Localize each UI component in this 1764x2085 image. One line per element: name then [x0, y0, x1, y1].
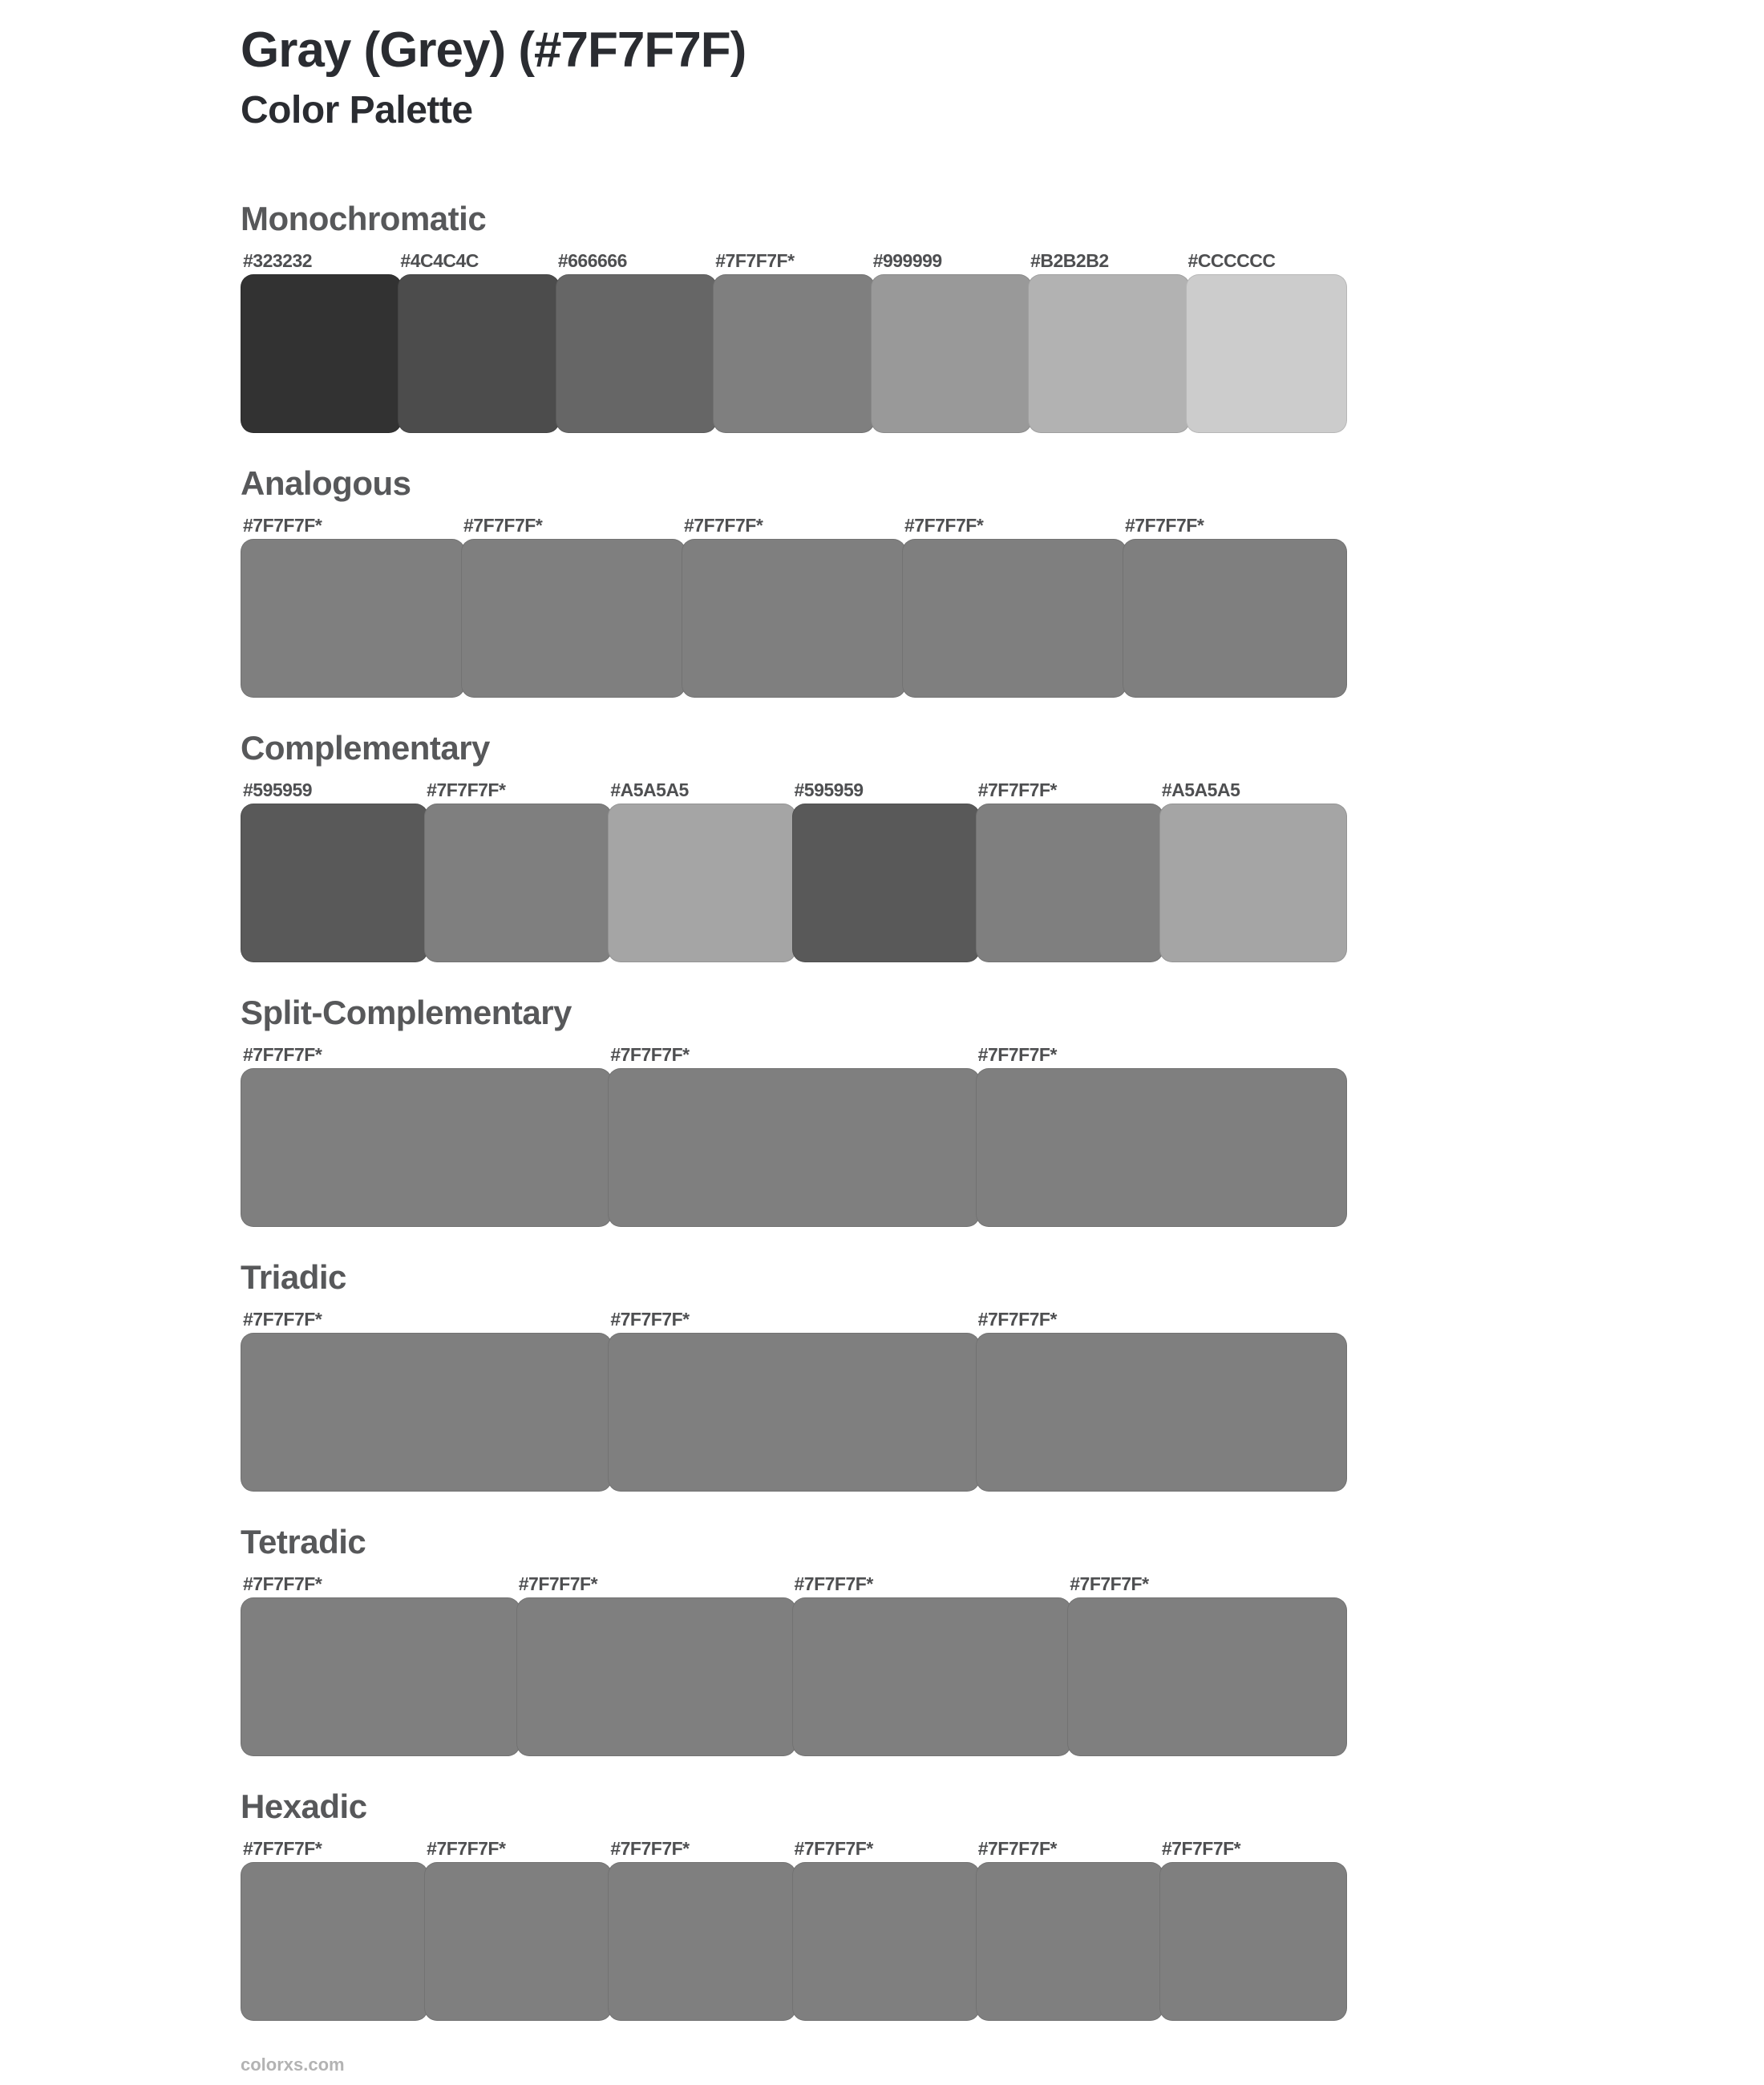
color-swatch[interactable]	[398, 274, 559, 433]
swatch-row	[241, 515, 1347, 698]
color-swatch[interactable]	[1159, 1862, 1347, 2021]
color-swatch[interactable]	[608, 1333, 979, 1492]
swatch-column	[1123, 515, 1347, 698]
color-swatch[interactable]	[713, 274, 874, 433]
color-swatch[interactable]	[976, 1862, 1163, 2021]
color-swatch[interactable]	[976, 804, 1163, 962]
swatch-column	[424, 1838, 612, 2021]
swatch-column	[241, 515, 465, 698]
color-swatch[interactable]	[424, 804, 612, 962]
swatch-hex-label: #595959	[243, 779, 313, 800]
swatch-hex-label: #4C4C4C	[400, 250, 479, 271]
swatch-hex-label: #7F7F7F*	[610, 1838, 690, 1859]
color-swatch[interactable]	[424, 1862, 612, 2021]
swatch-hex-label: #7F7F7F*	[1161, 1838, 1241, 1859]
swatch-hex-label: #7F7F7F*	[977, 779, 1057, 800]
swatch-hex-label: #7F7F7F*	[518, 1573, 598, 1594]
footer-site-link[interactable]: colorxs.com	[241, 2055, 345, 2075]
color-swatch[interactable]	[241, 539, 465, 698]
swatch-hex-label: #666666	[557, 250, 627, 271]
swatch-column	[976, 779, 1163, 962]
swatch-column	[792, 779, 980, 962]
palette-section-complementary	[241, 728, 1347, 962]
color-swatch[interactable]	[902, 539, 1127, 698]
swatch-hex-label: #323232	[243, 250, 313, 271]
page-subtitle: Color Palette	[241, 89, 473, 132]
swatch-hex-label: #7F7F7F*	[715, 250, 795, 271]
swatch-hex-label: #7F7F7F*	[243, 1309, 322, 1330]
swatch-column	[608, 1838, 795, 2021]
color-swatch[interactable]	[792, 1862, 980, 2021]
color-swatch[interactable]	[976, 1333, 1347, 1492]
swatch-hex-label: #7F7F7F*	[610, 1044, 690, 1065]
palette-section-split-complementary	[241, 993, 1347, 1227]
section-title: Complementary	[241, 729, 490, 767]
palette-section-hexadic	[241, 1787, 1347, 2021]
color-swatch[interactable]	[976, 1068, 1347, 1227]
swatch-column	[241, 1838, 428, 2021]
swatch-hex-label: #7F7F7F*	[794, 1838, 873, 1859]
swatch-column	[241, 1044, 612, 1227]
palette-section-triadic	[241, 1257, 1347, 1492]
swatch-hex-label: #7F7F7F*	[977, 1044, 1057, 1065]
swatch-column	[976, 1309, 1347, 1492]
color-swatch[interactable]	[241, 1333, 612, 1492]
section-title: Hexadic	[241, 1787, 367, 1825]
color-swatch[interactable]	[792, 1597, 1072, 1756]
palette-section-analogous	[241, 464, 1347, 698]
swatch-hex-label: #999999	[872, 250, 942, 271]
palette-sections	[241, 199, 1347, 2021]
swatch-hex-label: #7F7F7F*	[1125, 515, 1204, 536]
palette-section-tetradic	[241, 1522, 1347, 1756]
swatch-column	[241, 1573, 520, 1756]
swatch-hex-label: #7F7F7F*	[427, 779, 506, 800]
page-footer	[241, 2055, 1347, 2075]
swatch-column	[608, 1044, 979, 1227]
swatch-hex-label: #7F7F7F*	[243, 1838, 322, 1859]
section-title: Split-Complementary	[241, 994, 572, 1031]
swatch-hex-label: #7F7F7F*	[904, 515, 984, 536]
swatch-hex-label: #B2B2B2	[1030, 250, 1109, 271]
swatch-column	[713, 250, 874, 433]
swatch-column	[241, 1309, 612, 1492]
swatch-column	[871, 250, 1032, 433]
swatch-column	[398, 250, 559, 433]
swatch-hex-label: #7F7F7F*	[977, 1838, 1057, 1859]
swatch-column	[241, 779, 428, 962]
swatch-row	[241, 779, 1347, 962]
color-swatch[interactable]	[1186, 274, 1347, 433]
swatch-column	[241, 250, 402, 433]
color-swatch[interactable]	[608, 1068, 979, 1227]
swatch-hex-label: #7F7F7F*	[610, 1309, 690, 1330]
swatch-hex-label: #A5A5A5	[1161, 779, 1240, 800]
color-swatch[interactable]	[1159, 804, 1347, 962]
color-swatch[interactable]	[1028, 274, 1189, 433]
color-swatch[interactable]	[241, 274, 402, 433]
swatch-hex-label: #7F7F7F*	[463, 515, 543, 536]
swatch-column	[516, 1573, 796, 1756]
swatch-hex-label: #7F7F7F*	[243, 515, 322, 536]
swatch-hex-label: #7F7F7F*	[243, 1044, 322, 1065]
color-swatch[interactable]	[608, 1862, 795, 2021]
color-swatch[interactable]	[516, 1597, 796, 1756]
color-swatch[interactable]	[608, 804, 795, 962]
swatch-row	[241, 1838, 1347, 2021]
color-swatch[interactable]	[461, 539, 686, 698]
swatch-column	[1159, 1838, 1347, 2021]
swatch-column	[1028, 250, 1189, 433]
swatch-column	[1067, 1573, 1347, 1756]
swatch-column	[608, 1309, 979, 1492]
color-swatch[interactable]	[871, 274, 1032, 433]
color-swatch[interactable]	[241, 1597, 520, 1756]
palette-section-monochromatic	[241, 199, 1347, 433]
swatch-hex-label: #7F7F7F*	[684, 515, 763, 536]
swatch-hex-label: #7F7F7F*	[427, 1838, 506, 1859]
swatch-column	[1186, 250, 1347, 433]
swatch-column	[792, 1573, 1072, 1756]
section-title: Monochromatic	[241, 200, 487, 237]
color-swatch[interactable]	[241, 804, 428, 962]
swatch-column	[976, 1838, 1163, 2021]
swatch-column	[902, 515, 1127, 698]
swatch-hex-label: #595959	[794, 779, 864, 800]
swatch-column	[976, 1044, 1347, 1227]
section-title: Tetradic	[241, 1523, 366, 1561]
color-swatch[interactable]	[682, 539, 906, 698]
swatch-row	[241, 1309, 1347, 1492]
color-swatch[interactable]	[241, 1068, 612, 1227]
swatch-row	[241, 250, 1347, 433]
color-swatch[interactable]	[241, 1862, 428, 2021]
swatch-row	[241, 1044, 1347, 1227]
swatch-column	[608, 779, 795, 962]
section-title: Analogous	[241, 464, 411, 502]
swatch-hex-label: #7F7F7F*	[977, 1309, 1057, 1330]
swatch-column	[792, 1838, 980, 2021]
swatch-column	[556, 250, 717, 433]
color-swatch[interactable]	[1123, 539, 1347, 698]
swatch-row	[241, 1573, 1347, 1756]
color-swatch[interactable]	[556, 274, 717, 433]
swatch-hex-label: #CCCCCC	[1187, 250, 1276, 271]
swatch-hex-label: #7F7F7F*	[794, 1573, 873, 1594]
swatch-hex-label: #A5A5A5	[610, 779, 689, 800]
page-title: Gray (Grey) (#7F7F7F)	[241, 22, 746, 78]
swatch-hex-label: #7F7F7F*	[1070, 1573, 1149, 1594]
swatch-column	[424, 779, 612, 962]
swatch-column	[1159, 779, 1347, 962]
color-swatch[interactable]	[1067, 1597, 1347, 1756]
color-swatch[interactable]	[792, 804, 980, 962]
swatch-hex-label: #7F7F7F*	[243, 1573, 322, 1594]
swatch-column	[461, 515, 686, 698]
swatch-column	[682, 515, 906, 698]
section-title: Triadic	[241, 1258, 346, 1296]
